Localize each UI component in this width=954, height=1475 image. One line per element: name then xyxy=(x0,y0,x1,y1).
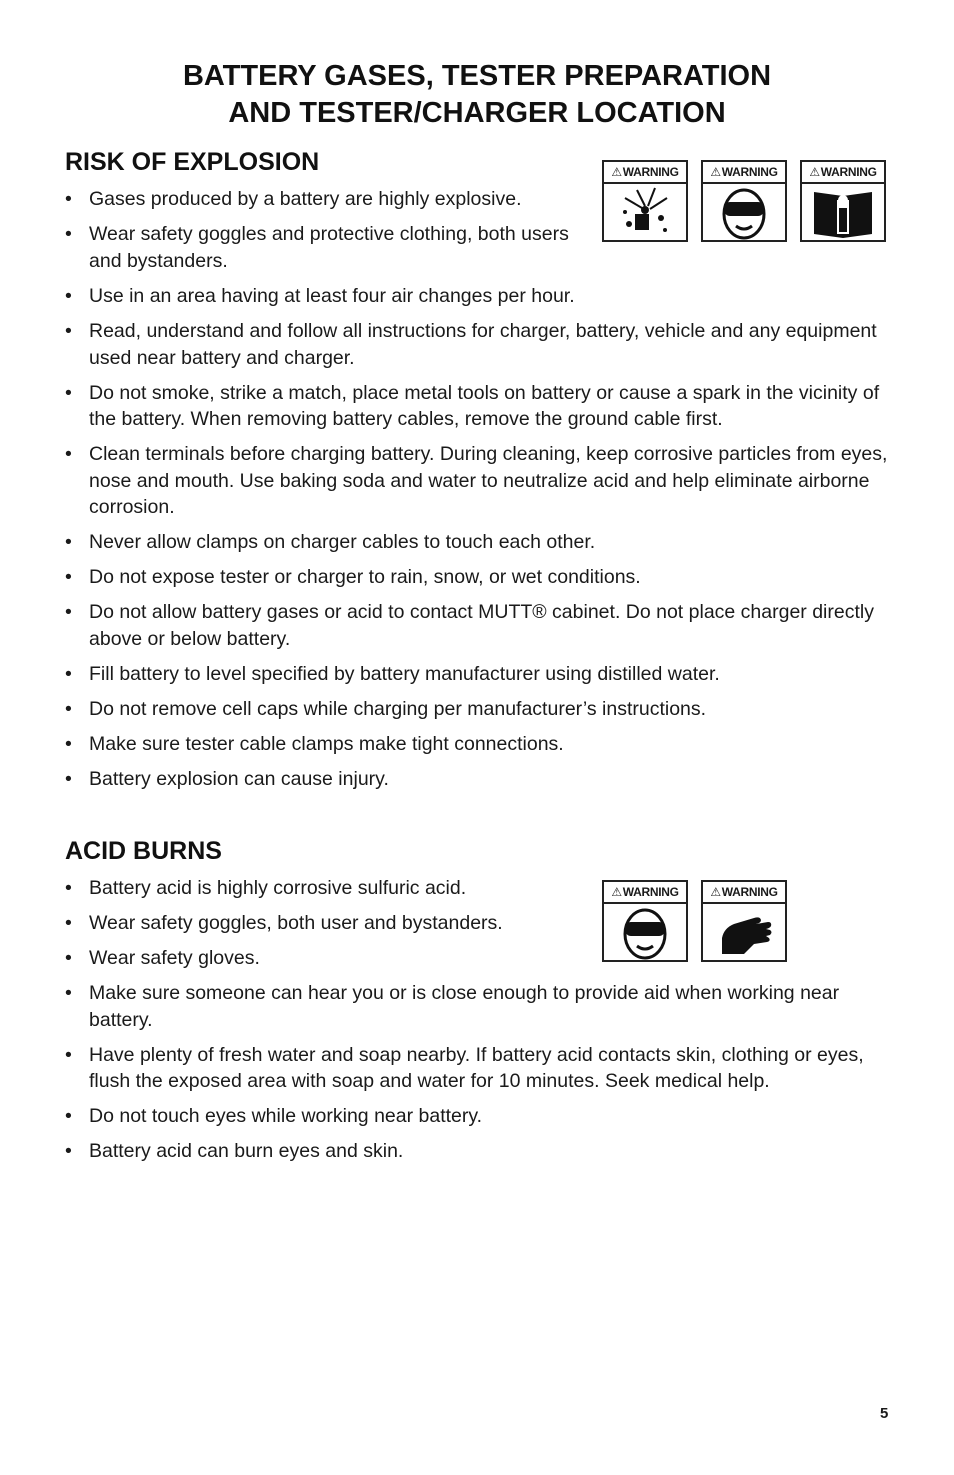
explosion-heading: RISK OF EXPLOSION xyxy=(65,148,320,176)
explosion-list xyxy=(65,283,889,801)
acid-top-list xyxy=(65,875,579,980)
list-item: • Wear safety goggles and protective clothing, both users and bystanders. xyxy=(65,221,579,274)
warning-triangle-icon: ⚠ xyxy=(710,165,721,179)
warning-sign-read-manual xyxy=(800,160,886,242)
explosion-icon xyxy=(615,184,675,240)
acid-heading: ACID BURNS xyxy=(65,837,222,865)
list-item: • Battery acid is highly corrosive sulfuric acid. xyxy=(65,875,579,902)
list-item: • Use in an area having at least four air changes per hour. xyxy=(65,283,889,310)
list-item: • Do not remove cell caps while charging per manufacturer’s instructions. xyxy=(65,696,889,723)
list-item: • Make sure tester cable clamps make tight connections. xyxy=(65,731,889,758)
warning-sign-goggles xyxy=(701,160,787,242)
goggles-icon xyxy=(714,184,774,240)
list-item: • Fill battery to level specified by battery manufacturer using distilled water. xyxy=(65,661,889,688)
list-item: • Do not allow battery gases or acid to contact MUTT® cabinet. Do not place charger directly above or below battery. xyxy=(65,599,889,652)
list-item: • Do not touch eyes while working near battery. xyxy=(65,1103,889,1130)
list-item: • Make sure someone can hear you or is close enough to provide aid when working near battery. xyxy=(65,980,889,1033)
list-item: • Wear safety goggles, both user and bystanders. xyxy=(65,910,579,937)
warning-label: WARNING xyxy=(622,165,679,179)
warning-sign-glove xyxy=(701,880,787,962)
goggles-icon xyxy=(615,904,675,960)
acid-warning-icons xyxy=(602,880,787,962)
warning-sign-explosion xyxy=(602,160,688,242)
title-line-2: AND TESTER/CHARGER LOCATION xyxy=(228,97,726,129)
list-item: • Gases produced by a battery are highly explosive. xyxy=(65,186,579,213)
read-manual-icon xyxy=(810,184,876,240)
warning-label: WARNING xyxy=(820,165,877,179)
page-number: 5 xyxy=(880,1405,889,1422)
explosion-warning-icons xyxy=(602,160,886,242)
warning-triangle-icon: ⚠ xyxy=(611,165,622,179)
list-item: • Never allow clamps on charger cables to touch each other. xyxy=(65,529,889,556)
warning-label: WARNING xyxy=(721,165,778,179)
acid-list xyxy=(65,980,889,1173)
list-item: • Wear safety gloves. xyxy=(65,945,579,972)
page-title xyxy=(0,58,954,132)
list-item: • Read, understand and follow all instructions for charger, battery, vehicle and any equipment used near battery and charger. xyxy=(65,318,889,371)
list-item: • Battery acid can burn eyes and skin. xyxy=(65,1138,889,1165)
warning-triangle-icon: ⚠ xyxy=(611,885,622,899)
glove-icon xyxy=(714,904,774,960)
list-item: • Clean terminals before charging battery. During cleaning, keep corrosive particles from eyes, nose and mouth. Use baking soda and water to neutralize acid and help eliminate airborne corrosion. xyxy=(65,441,889,521)
warning-label: WARNING xyxy=(721,885,778,899)
list-item: • Do not smoke, strike a match, place metal tools on battery or cause a spark in the vicinity of the battery. When removing battery cables, remove the ground cable first. xyxy=(65,380,889,433)
warning-sign-goggles xyxy=(602,880,688,962)
warning-label: WARNING xyxy=(622,885,679,899)
warning-triangle-icon: ⚠ xyxy=(809,165,820,179)
title-line-1: BATTERY GASES, TESTER PREPARATION xyxy=(182,60,772,92)
explosion-top-list xyxy=(65,186,579,283)
warning-triangle-icon: ⚠ xyxy=(710,885,721,899)
list-item: • Battery explosion can cause injury. xyxy=(65,766,889,793)
list-item: • Have plenty of fresh water and soap nearby. If battery acid contacts skin, clothing or eyes, flush the exposed area with soap and water for 10 minutes. Seek medical help. xyxy=(65,1042,889,1095)
list-item: • Do not expose tester or charger to rain, snow, or wet conditions. xyxy=(65,564,889,591)
